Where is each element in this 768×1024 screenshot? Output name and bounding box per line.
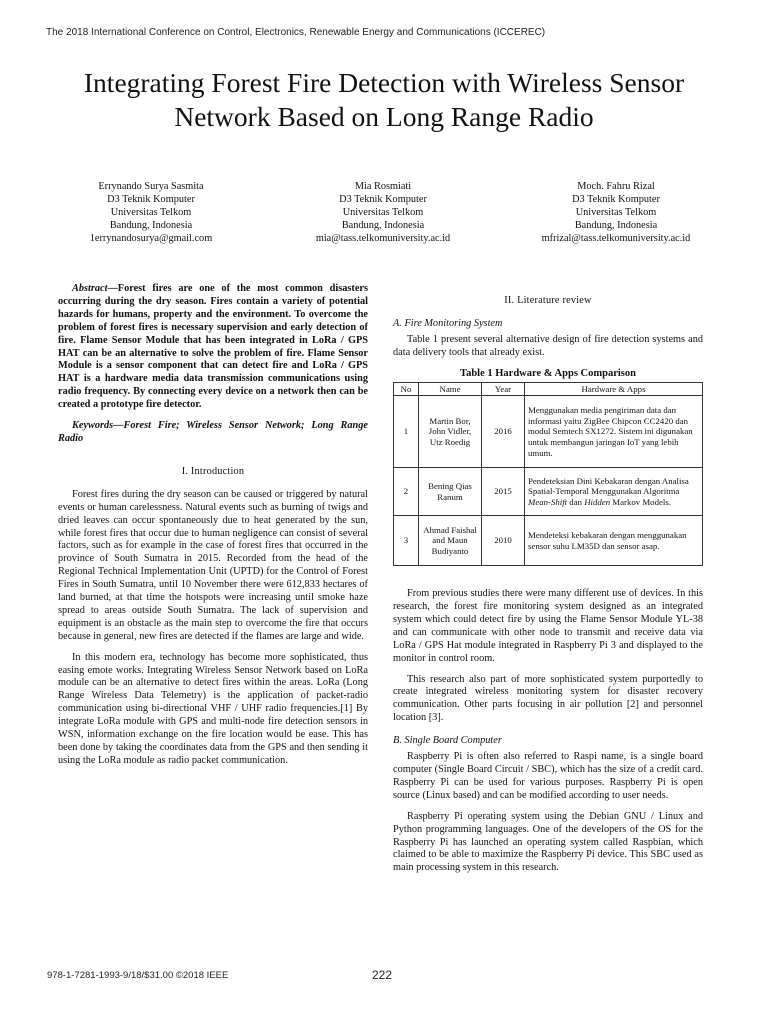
desc-part-italic: Hidden bbox=[584, 496, 611, 507]
section-heading-introduction: I. Introduction bbox=[181, 465, 245, 477]
paragraph: From previous studies there were many different use of devices. In this research, the forest fire monitoring system designed as an integrated system which could detect fire by using the Flame Sensor Module YL-38 and can communicate with other node to transmit and receive data via LoRa / GPS Hat module integrated in Raspberry Pi 3 and displayed to the monitor in control room. bbox=[393, 588, 703, 664]
table-header-cell: Name bbox=[419, 382, 482, 396]
table-cell-name: Martin Bor, John Vidler, Utz Roedig bbox=[419, 396, 482, 468]
desc-part: dan bbox=[567, 496, 585, 507]
author-city: Bandung, Indonesia bbox=[574, 219, 658, 231]
table-row bbox=[394, 396, 703, 468]
author-univ: Universitas Telkom bbox=[110, 206, 192, 218]
table-header-cell: Year bbox=[482, 382, 525, 396]
author-dept: D3 Teknik Komputer bbox=[572, 193, 660, 205]
table-cell-desc: Mendeteksi kebakaran dengan menggunakan sensor suhu LM35D dan sensor asap. bbox=[525, 516, 703, 566]
author-univ: Universitas Telkom bbox=[342, 206, 424, 218]
table-cell-name: Ahmad Faishal and Maun Budiyanto bbox=[419, 516, 482, 566]
table-header-cell: Hardware & Apps bbox=[525, 382, 703, 396]
paper-title: Integrating Forest Fire Detection with Wireless Sensor Network Based on Long Range Radio bbox=[83, 67, 685, 132]
table-cell-name: Bening Qias Ranum bbox=[419, 468, 482, 516]
author-name: Moch. Fahru Rizal bbox=[577, 181, 655, 192]
section-heading-literature-review: II. Literature review bbox=[504, 295, 592, 306]
abstract-label: Abstract bbox=[72, 283, 108, 294]
table-row bbox=[394, 468, 703, 516]
subsection-heading-single-board-computer: B. Single Board Computer bbox=[393, 735, 502, 747]
paragraph: In this modern era, technology has become more sophisticated, thus easing emote works. Integrating Wireless Sensor Network based on LoRa module can be an alternative to detect fires within the areas. LoRa (Long Range Wireless Data Telemetry) is the application of packet-radio communication using bi-directional VHF / UHF radio frequencies.[1] By integrate LoRa module with GPS and multi-node fire detection sensors in WSN, information exchange on the fire location would be ease. This has been done by taking the coordinates data from the GPS and then sending it using the LoRa module as radio packet communication. bbox=[58, 651, 368, 766]
author-dept: D3 Teknik Komputer bbox=[339, 193, 427, 205]
table-cell-no: 2 bbox=[394, 468, 419, 516]
author-1 bbox=[31, 181, 271, 246]
conference-header: The 2018 International Conference on Control, Electronics, Renewable Energy and Communications (ICCEREC) bbox=[46, 27, 546, 38]
keywords: Keywords—Forest Fire; Wireless Sensor Network; Long Range Radio bbox=[58, 420, 368, 444]
copyright-footer: 978-1-7281-1993-9/18/$31.00 ©2018 IEEE bbox=[47, 970, 229, 981]
author-2 bbox=[263, 181, 503, 246]
subsection-heading-fire-monitoring: A. Fire Monitoring System bbox=[393, 317, 503, 329]
abstract bbox=[58, 283, 368, 412]
page-number: 222 bbox=[372, 968, 393, 982]
author-name: Errynando Surya Sasmita bbox=[98, 181, 204, 192]
desc-part: Pendeteksian Dini Kebakaran dengan Analisa Spatial-Temporal Menggunakan Algoritma bbox=[528, 475, 689, 497]
table-header-cell: No bbox=[394, 382, 419, 396]
desc-part: Markov Models. bbox=[610, 496, 671, 507]
table-row bbox=[394, 516, 703, 566]
paragraph: Table 1 present several alternative design of fire detection systems and data delivery tools that already exist. bbox=[393, 333, 703, 358]
table-cell-no: 1 bbox=[394, 396, 419, 468]
author-dept: D3 Teknik Komputer bbox=[107, 193, 195, 205]
table-caption: Table 1 Hardware & Apps Comparison bbox=[460, 367, 636, 379]
paragraph: Raspberry Pi is often also referred to Raspi name, is a single board computer (Single Board Circuit / SBC), which has the size of a credit card. Raspberry Pi can be used for various purposes. Raspberry Pi is open source (Linux based) and can be modified according to user needs. bbox=[393, 751, 703, 801]
comparison-table bbox=[393, 382, 703, 567]
table-cell-desc: Menggunakan media pengiriman data dan informasi yaitu ZigBee Chipcon CC2420 dan modul Semtech SX1272. Sistem ini digunakan untuk membangun jaringan IoT yang lebih umum. bbox=[525, 396, 703, 468]
paragraph: This research also part of more sophisticated system purportedly to create integrated wireless monitoring system for disaster recovery communication. Other parts focusing in air pollution [2] and personnel location [3]. bbox=[393, 673, 703, 724]
author-city: Bandung, Indonesia bbox=[109, 219, 193, 231]
paragraph: Raspberry Pi operating system using the Debian GNU / Linux and Python programming languages. One of the developers of the OS for the Raspberry Pi has launched an operating system called Raspbian, which claimed to be able to maximize the Raspberry Pi device. This SBC used as main processing system in this research. bbox=[393, 810, 703, 874]
author-city: Bandung, Indonesia bbox=[341, 219, 425, 231]
table-cell-year: 2016 bbox=[482, 396, 525, 468]
paragraph: Forest fires during the dry season can be caused or triggered by natural events or human carelessness. Natural events such as burning of twigs and dried leaves can occur spontaneously due to heat generated by the sun, while forest fires that occur due to human negligence can consist of several factors, such as for example in the case of forest fires that occurred in the province of South Sumatra in 2015. Recorded from the head of the Regional Technical Implementation Unit (UPTD) for the Control of Forest Fires in South Sumatra, until 10 November there were 612,833 hectares of land burned, at that time the hotspots were increasing until smoke haze spread to areas outside South Sumatra. The lack of supervision and equipment is an obstacle as the main step to overcome the fire that occurs because in general, new fires are detected if the flames are large and wide. bbox=[58, 488, 368, 642]
author-3 bbox=[496, 181, 736, 246]
right-column bbox=[393, 295, 703, 883]
table-cell-year: 2010 bbox=[482, 516, 525, 566]
author-email: 1errynandosurya@gmail.com bbox=[89, 232, 213, 244]
table-cell-year: 2015 bbox=[482, 468, 525, 516]
author-email: mfrizal@tass.telkomuniversity.ac.id bbox=[541, 232, 691, 244]
abstract-text: —Forest fires are one of the most common disasters occurring during the dry season. Fires contain a variety of potential hazards for humans, property and the environment. To overcome the problem of forest fires is necessary supervision and early detection of fire. Flame Sensor Module that has been integrated in LoRa / GPS HAT can be an alternative to solve the problem of fire. Flame Sensor Module is a sensor component that can detect fire and LoRa / GPS HAT is a hardware media data transmission communications using radio frequency. By connecting every device on a network then can be created a prototype fire detector. bbox=[58, 283, 368, 411]
left-column bbox=[58, 283, 368, 776]
author-email: mia@tass.telkomuniversity.ac.id bbox=[315, 232, 451, 244]
table-cell-no: 3 bbox=[394, 516, 419, 566]
desc-part-italic: Mean-Shift bbox=[528, 496, 568, 507]
author-name: Mia Rosmiati bbox=[354, 181, 412, 192]
table-header-row bbox=[394, 382, 703, 396]
table-cell-desc bbox=[525, 468, 703, 516]
author-univ: Universitas Telkom bbox=[575, 206, 657, 218]
